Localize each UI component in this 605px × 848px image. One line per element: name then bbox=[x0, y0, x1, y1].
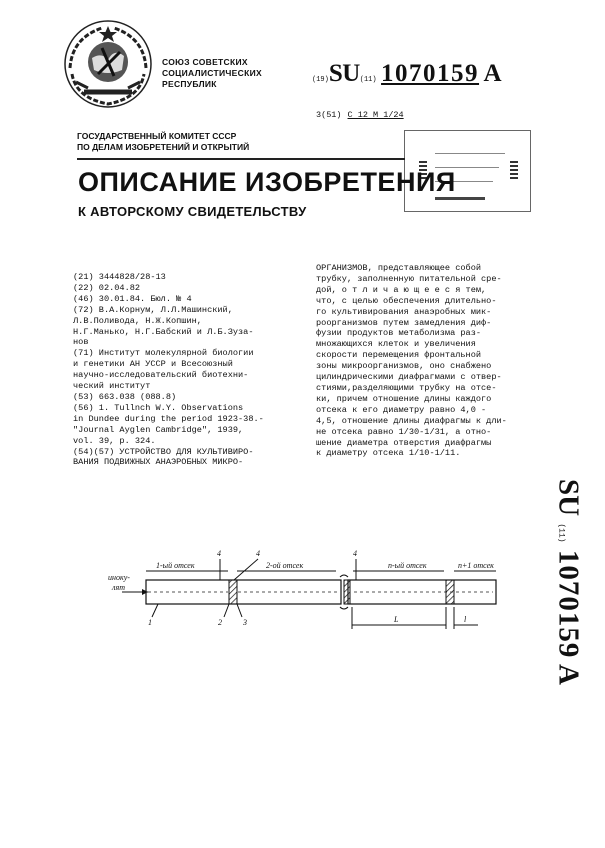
document-title: ОПИСАНИЕ ИЗОБРЕТЕНИЯ bbox=[78, 167, 456, 197]
label-part-2: 2 bbox=[218, 618, 222, 627]
abstract-line: множающихся клеток и увеличения bbox=[316, 339, 476, 350]
diaphragm bbox=[344, 580, 350, 604]
number-tag: (11) bbox=[359, 76, 377, 84]
biblio-line: Л.В.Поливода, Н.Ж.Копшин, bbox=[73, 315, 202, 326]
label-part-4a: 4 bbox=[217, 549, 221, 558]
abstract-line: фузии продуктов метаболизма раз- bbox=[316, 328, 482, 339]
ussr-emblem-icon bbox=[62, 18, 154, 110]
leader-line bbox=[237, 604, 242, 617]
biblio-line: (21) 3444828/28-13 bbox=[73, 272, 166, 282]
abstract-line: отсека к его диаметру равно 4,0 - bbox=[316, 404, 487, 415]
abstract-line: цилиндрическими диафрагмами с отвер- bbox=[316, 372, 502, 383]
leader-line bbox=[234, 559, 258, 580]
biblio-line: (71) Институт молекулярной биологии bbox=[73, 348, 254, 359]
biblio-line: (53) 663.038 (088.8) bbox=[73, 391, 177, 402]
biblio-line: (72) В.А.Корнум, Л.Л.Машинский, bbox=[73, 304, 233, 315]
leader-line bbox=[224, 604, 229, 617]
ipc-prefix: 3(51) bbox=[316, 110, 342, 120]
side-country-code: SU bbox=[552, 479, 585, 517]
stamp-line bbox=[435, 153, 505, 154]
biblio-line: (22) 02.04.82 bbox=[73, 282, 141, 293]
side-number-tag: (11) bbox=[556, 523, 566, 543]
abstract-line: зоны микроорганизмов, оно снабжено bbox=[316, 361, 492, 372]
biblio-line: vol. 39, p. 324. bbox=[73, 435, 156, 446]
diaphragm bbox=[229, 580, 237, 604]
label-compartment-n: n-ый отсек bbox=[388, 561, 427, 570]
abstract-line: что, с целью обеспечения длительно- bbox=[316, 295, 497, 306]
bibliographic-data bbox=[73, 272, 313, 468]
biblio-line: нов bbox=[73, 337, 89, 348]
abstract-line: стиями,разделяющими трубку на отсе- bbox=[316, 382, 497, 393]
biblio-line: ВАНИЯ ПОДВИЖНЫХ АНАЭРОБНЫХ МИКРО- bbox=[73, 457, 244, 468]
label-part-3: 3 bbox=[243, 618, 247, 627]
union-line: СОЮЗ СОВЕТСКИХ bbox=[162, 57, 248, 67]
label-compartment-n1: n+1 отсек bbox=[458, 561, 494, 570]
label-compartment-1: 1-ый отсек bbox=[156, 561, 195, 570]
label-part-4b: 4 bbox=[256, 549, 260, 558]
biblio-line: Н.Г.Манько, Н.Г.Бабский и Л.Б.Зуза- bbox=[73, 326, 254, 337]
abstract-line: роорганизмов путем замедления диф- bbox=[316, 317, 492, 328]
biblio-line: "Journal Ayglen Cambridge", 1939, bbox=[73, 424, 244, 435]
abstract-line: скорости перемещения фронтальной bbox=[316, 350, 482, 361]
publication-number: 1070159 bbox=[381, 60, 480, 87]
publication-number-block bbox=[312, 60, 501, 88]
stamp-mark-right bbox=[510, 161, 518, 181]
biblio-line: (56) 1. Tullnch W.Y. Observations bbox=[73, 402, 244, 413]
abstract-line: го культивирования анаэробных мик- bbox=[316, 306, 492, 317]
kind-code: A bbox=[483, 60, 502, 87]
ipc-code: C 12 M 1/24 bbox=[347, 110, 404, 120]
side-number-rotated bbox=[552, 479, 585, 685]
abstract-text bbox=[316, 263, 546, 459]
label-part-4c: 4 bbox=[353, 549, 357, 558]
biblio-line: и генетики АН УССР и Всесоюзный bbox=[73, 359, 233, 370]
abstract-line: ОРГАНИЗМОВ, представляющее собой bbox=[316, 263, 482, 273]
side-kind-code: A bbox=[552, 663, 585, 685]
country-tag: (19) bbox=[312, 76, 329, 84]
device-diagram bbox=[108, 545, 508, 645]
abstract-line: ки, причем отношение длины каждого bbox=[316, 393, 492, 404]
side-publication-number-text: 1070159 bbox=[552, 549, 585, 659]
document-subtitle: К АВТОРСКОМУ СВИДЕТЕЛЬСТВУ bbox=[78, 204, 307, 219]
label-inoculum-2: лят bbox=[112, 583, 125, 592]
abstract-line: дой, о т л и ч а ю щ е е с я тем, bbox=[316, 284, 487, 295]
leader-line bbox=[152, 604, 158, 617]
abstract-line: 4,5, отношение длины диафрагмы к дли- bbox=[316, 415, 507, 426]
inoculum-arrowhead bbox=[142, 589, 148, 595]
label-compartment-2: 2-ой отсек bbox=[266, 561, 304, 570]
committee-name bbox=[77, 131, 249, 153]
abstract-line: к диаметру отсека 1/10-1/11. bbox=[316, 448, 461, 459]
label-inoculum-1: иноку- bbox=[108, 573, 130, 582]
abstract-line: трубку, заполненную питательной сре- bbox=[316, 273, 502, 284]
label-part-1: 1 bbox=[148, 618, 152, 627]
committee-line: ГОСУДАРСТВЕННЫЙ КОМИТЕТ СССР bbox=[77, 131, 237, 141]
union-line: СОЦИАЛИСТИЧЕСКИХ bbox=[162, 68, 262, 78]
committee-line: ПО ДЕЛАМ ИЗОБРЕТЕНИЙ И ОТКРЫТИЙ bbox=[77, 142, 250, 152]
biblio-line: ческий институт bbox=[73, 381, 151, 392]
diaphragm bbox=[446, 580, 454, 604]
biblio-line: (54)(57) УСТРОЙСТВО ДЛЯ КУЛЬТИВИРО- bbox=[73, 446, 254, 457]
biblio-line: (46) 30.01.84. Бюл. № 4 bbox=[73, 293, 192, 304]
biblio-line: in Dundee during the period 1923-38.- bbox=[73, 413, 264, 424]
union-name bbox=[162, 57, 262, 90]
biblio-line: научно-исследовательский биотехни- bbox=[73, 370, 249, 381]
country-code: SU bbox=[328, 60, 360, 87]
side-publication-number bbox=[548, 448, 588, 716]
label-dim-l: l bbox=[464, 615, 467, 624]
ipc-classification bbox=[316, 110, 404, 120]
label-dim-L: L bbox=[394, 615, 399, 624]
abstract-line: шение диаметра отверстия диафрагмы bbox=[316, 437, 492, 448]
abstract-line: не отсека равно 1/30-1/31, а отно- bbox=[316, 426, 492, 437]
union-line: РЕСПУБЛИК bbox=[162, 79, 217, 89]
header-divider bbox=[77, 158, 405, 160]
